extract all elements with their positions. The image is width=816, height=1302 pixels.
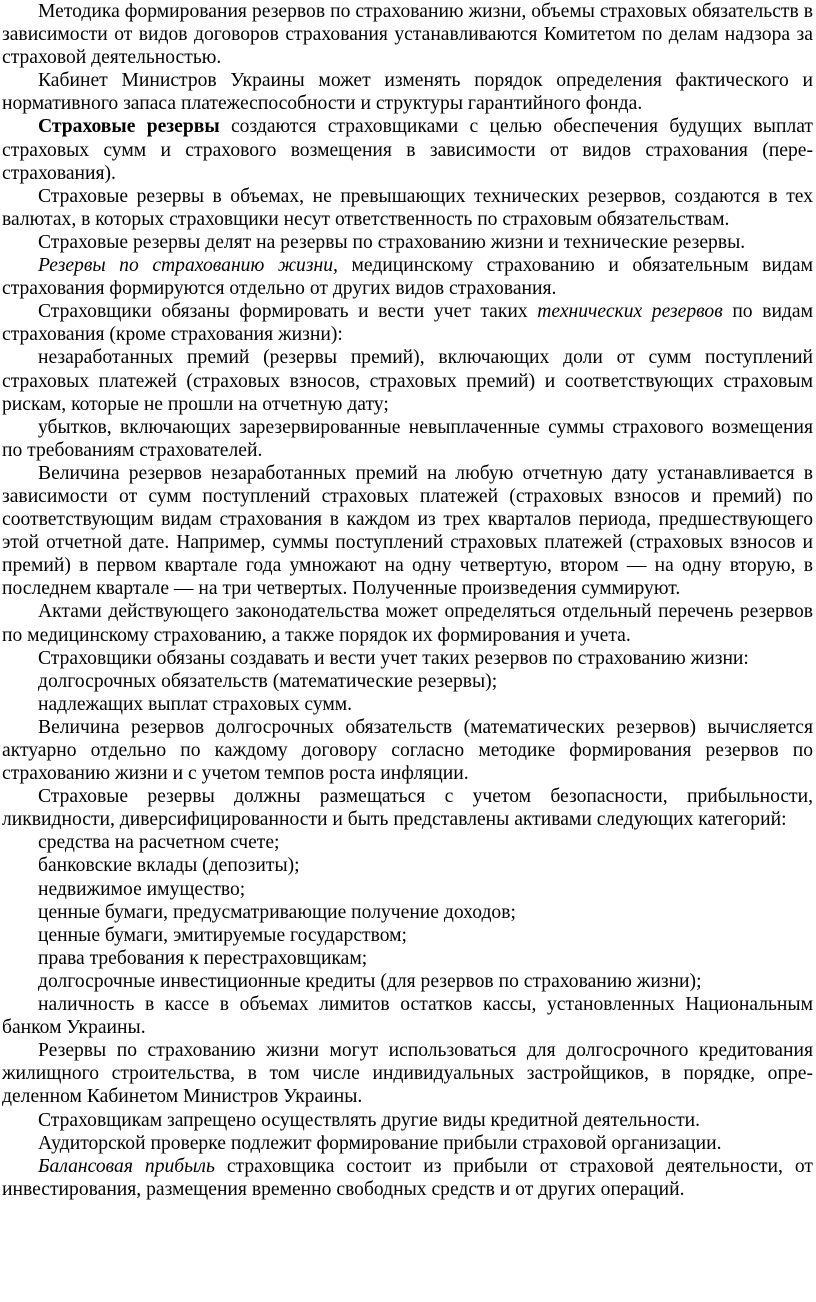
list-item: права требования к перестраховщикам;: [38, 947, 368, 969]
list-item: ценные бумаги, предусматривающие получение доходов;: [38, 901, 516, 923]
term-strakhovye-rezervy: Страховые резервы: [38, 116, 220, 138]
paragraph: Страховщики обязаны создавать и вести учет таких резервов по страхованию жизни:: [38, 647, 749, 669]
paragraph: Величина резервов незаработанных премий на любую отчетную дату устанавливается в зависимости от сумм поступлений страховых платежей (страховых взносов и премий) по соответствующим видам страхования в каждом из трех кварталов периода, предшествующего этой отчетной дате. Например, суммы поступлений страховых платежей (страховых взносов и премий) в первом квартале года умножают на одну четвертую, втором — на одну вторую, в последнем квартале — на три четвертых. Полученные произведения суммируют.: [2, 462, 813, 600]
list-item: недвижимое имущество;: [38, 878, 246, 900]
paragraph: Актами действующего законодательства может определяться отдельный перечень резервов по медицинскому страхованию, а также порядок их формирования и учета.: [2, 601, 813, 646]
paragraph: Страховщикам запрещено осуществлять другие виды кредитной деятельности.: [38, 1109, 701, 1131]
paragraph: Страховые резервы создаются страховщиками с целью обеспечения будущих выплат страховых сумм и страхового возмещения в зависимости от видов страхования (перестрахования).: [2, 116, 813, 184]
paragraph: Страховые резервы должны размещаться с учетом безопасности, прибыльности, ликвидности, диверсифицированности и быть представлены активами следующих категорий:: [2, 786, 813, 831]
list-item: надлежащих выплат страховых сумм.: [38, 693, 353, 715]
paragraph: Величина резервов долгосрочных обязательств (математических резервов) вычисляется актуарно отдельно по каждому договору согласно методике формирования резервов по страхованию жизни и с учетом темпов роста инфляции.: [2, 716, 813, 785]
term-balansovaya-pribyl: Балансовая прибыль: [38, 1155, 215, 1177]
term-tekhnicheskikh-rezervov: технических резервов: [537, 301, 723, 323]
list-item: наличность в кассе в объемах лимитов остатков кассы, установленных Национальным банком Украины.: [2, 994, 813, 1039]
list-item: средства на расчетном счете;: [38, 832, 280, 854]
list-item: долгосрочных обязательств (математические резервы);: [38, 670, 498, 692]
paragraph: Страховые резервы делят на резервы по страхованию жизни и технические резервы.: [38, 231, 746, 253]
paragraph: Методика формирования резервов по страхованию жизни, объемы страховых обязательств в зависимости от видов договоров страхования устанавливаются Комитетом по делам надзора за страховой деятельностью.: [2, 1, 813, 69]
term-rezervy-zhizni: Резервы по страхованию жизни,: [38, 255, 338, 277]
list-item: ценные бумаги, эмитируемые государством;: [38, 924, 407, 946]
paragraph: Резервы по страхованию жизни, медицинскому страхованию и обязательным видам страхования формируются отдельно от других видов страхования.: [2, 255, 813, 300]
paragraph: Кабинет Министров Украины может изменять порядок определения фактического и нормативного запаса платежеспособности и структуры гарантийного фонда.: [2, 70, 813, 115]
paragraph: Резервы по страхованию жизни могут использоваться для долгосрочного кредитования жилищного строительства, в том числе индивидуальных застройщиков, в порядке, определенном Кабинетом Министров Украины.: [2, 1040, 813, 1108]
list-item: банковские вклады (депозиты);: [38, 855, 300, 877]
paragraph: Аудиторской проверке подлежит формирование прибыли страховой организации.: [38, 1132, 722, 1154]
list-item: убытков, включающих зарезервированные невыплаченные суммы страхового возмещения по требованиям страхователей.: [2, 416, 813, 461]
list-item: незаработанных премий (резервы премий), включающих доли от сумм поступлений страховых платежей (страховых взносов, страховых премий) и соответствующих страховым рискам, которые не прошли на отчетную дату;: [2, 347, 813, 415]
paragraph: Балансовая прибыль страховщика состоит из прибыли от страховой деятельности, от инвестирования, размещения временно свободных средств и от других операций.: [2, 1155, 813, 1200]
paragraph: Страховщики обязаны формировать и вести учет таких технических резервов по видам страхования (кроме страхования жизни):: [2, 301, 813, 346]
list-item: долгосрочные инвестиционные кредиты (для резервов по страхованию жизни);: [38, 970, 702, 992]
paragraph: Страховые резервы в объемах, не превышающих технических резервов, создаются в тех валютах, в которых страховщики несут ответственность по страховым обязательствам.: [2, 185, 813, 230]
